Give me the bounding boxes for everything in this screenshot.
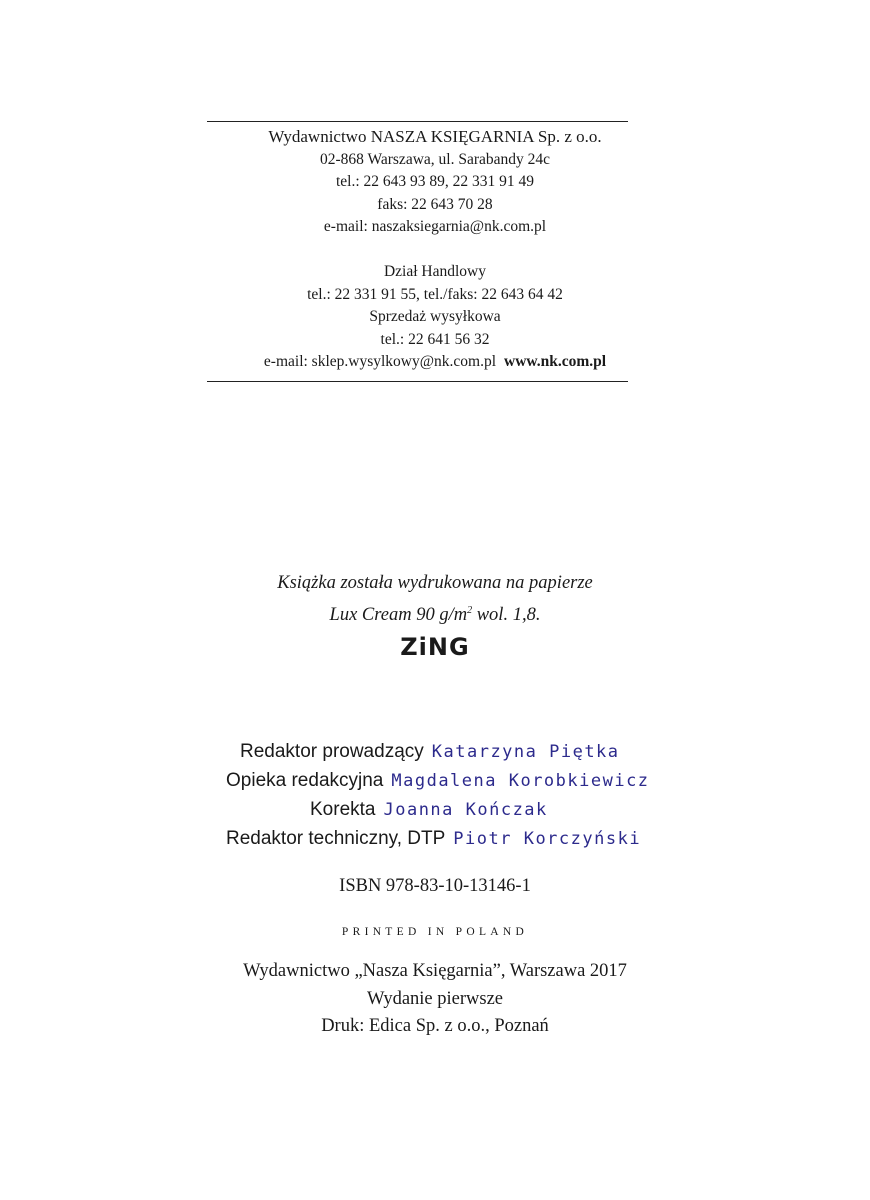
zing-logo: ZiNG — [400, 633, 470, 662]
website-link[interactable]: www.nk.com.pl — [504, 353, 607, 371]
top-rule — [207, 121, 628, 122]
imprint-line-2: Wydanie pierwsze — [366, 988, 504, 1009]
bottom-rule — [207, 381, 628, 382]
printed-in: PRINTED IN POLAND — [341, 926, 529, 938]
publisher-name: Wydawnictwo NASZA KSIĘGARNIA Sp. z o.o. — [268, 127, 602, 146]
credit-row — [226, 767, 650, 795]
publisher-info — [0, 126, 870, 374]
paper-line-1: Książka została wydrukowana na papierze — [277, 573, 593, 593]
credit-role: Korekta — [310, 799, 376, 820]
imprint-line-3: Druk: Edica Sp. z o.o., Poznań — [321, 1016, 549, 1036]
mail-order-contact — [0, 351, 870, 374]
imprint-line-1: Wydawnictwo „Nasza Księgarnia”, Warszawa 2017 — [243, 961, 627, 981]
paper-info — [0, 570, 870, 661]
sales-phones: tel.: 22 331 91 55, tel./faks: 22 643 64 42 — [307, 285, 563, 303]
publisher-email: e-mail: naszaksiegarnia@nk.com.pl — [323, 218, 547, 236]
mail-order-email: e-mail: sklep.wysylkowy@nk.com.pl — [263, 353, 497, 371]
credit-role: Redaktor techniczny, DTP — [226, 828, 446, 849]
publisher-phones: tel.: 22 643 93 89, 22 331 91 49 — [335, 173, 535, 191]
paper-spec: Lux Cream 90 g/m — [329, 605, 468, 626]
isbn: ISBN 978-83-10-13146-1 — [339, 876, 531, 896]
credit-name-signature: Joanna Kończak — [383, 800, 548, 820]
paper-line-2 — [0, 597, 870, 629]
credit-role: Redaktor prowadzący — [240, 741, 424, 762]
credit-row — [310, 796, 548, 824]
publisher-address: 02-868 Warszawa, ul. Sarabandy 24c — [319, 150, 551, 168]
credit-role: Opieka redakcyjna — [226, 770, 384, 791]
paper-volume: wol. 1,8. — [472, 605, 541, 626]
mail-order-phone: tel.: 22 641 56 32 — [380, 330, 490, 348]
credit-name-signature: Katarzyna Piętka — [431, 742, 620, 762]
credit-row — [226, 825, 641, 853]
imprint-footer — [0, 958, 870, 1041]
publisher-fax: faks: 22 643 70 28 — [377, 195, 493, 213]
paper-spec-exponent: 2 — [467, 605, 473, 616]
credit-name-signature: Magdalena Korobkiewicz — [391, 771, 650, 791]
credit-row — [240, 738, 620, 766]
mail-order: Sprzedaż wysyłkowa — [369, 308, 501, 326]
credit-name-signature: Piotr Korczyński — [453, 829, 642, 849]
sales-dept: Dział Handlowy — [383, 262, 486, 280]
